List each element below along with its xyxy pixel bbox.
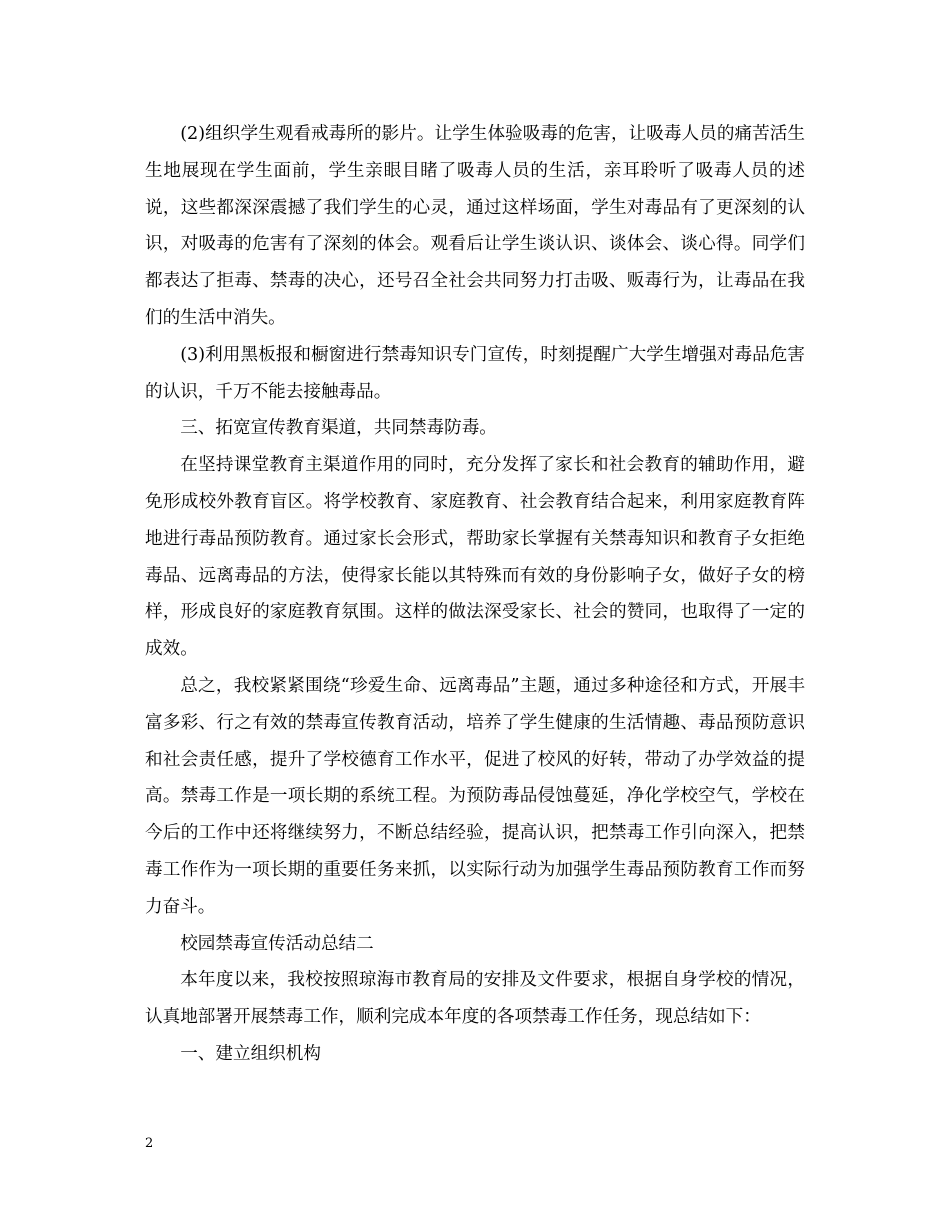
paragraph-item-2-film: (2)组织学生观看戒毒所的影片。让学生体验吸毒的危害，让吸毒人员的痛苦活生生地展现在学生面前，学生亲眼目睹了吸毒人员的生活，亲耳聆听了吸毒人员的述说，这些都深深震撼了我们学生的心灵，通过这样场面，学生对毒品有了更深刻的认识，对吸毒的危害有了深刻的体会。观看后让学生谈认识、谈体会、谈心得。同学们都表达了拒毒、禁毒的决心，还号召全社会共同努力打击吸、贩毒行为，让毒品在我们的生活中消失。 — [145, 124, 805, 328]
section-heading-one: 一、建立组织机构 — [180, 1043, 321, 1064]
subtitle-summary-two: 校园禁毒宣传活动总结二 — [180, 933, 374, 954]
paragraph-summary-intro: 本年度以来，我校按照琼海市教育局的安排及文件要求，根据自身学校的情况，认真地部署开展禁毒工作，顺利完成本年度的各项禁毒工作任务，现总结如下： — [145, 970, 805, 1028]
document-body — [145, 116, 805, 1073]
section-heading-three: 三、拓宽宣传教育渠道，共同禁毒防毒。 — [180, 418, 497, 439]
paragraph-family-social-education: 在坚持课堂教育主渠道作用的同时，充分发挥了家长和社会教育的辅助作用，避免形成校外教育盲区。将学校教育、家庭教育、社会教育结合起来，利用家庭教育阵地进行毒品预防教育。通过家长会形式，帮助家长掌握有关禁毒知识和教育子女拒绝毒品、远离毒品的方法，使得家长能以其特殊而有效的身份影响子女，做好子女的榜样，形成良好的家庭教育氛围。这样的做法深受家长、社会的赞同，也取得了一定的成效。 — [145, 455, 805, 660]
page-number: 2 — [145, 1136, 154, 1151]
paragraph-conclusion: 总之，我校紧紧围绕“珍爱生命、远离毒品”主题，通过多种途径和方式，开展丰富多彩、行之有效的禁毒宣传教育活动，培养了学生健康的生活情趣、毒品预防意识和社会责任感，提升了学校德育工作水平，促进了校风的好转，带动了办学效益的提高。禁毒工作是一项长期的系统工程。为预防毒品侵蚀蔓延，净化学校空气，学校在今后的工作中还将继续努力，不断总结经验，提高认识，把禁毒工作引向深入，把禁毒工作作为一项长期的重要任务来抓，以实际行动为加强学生毒品预防教育工作而努力奋斗。 — [145, 675, 805, 917]
paragraph-item-3-blackboard: (3)利用黑板报和橱窗进行禁毒知识专门宣传，时刻提醒广大学生增强对毒品危害的认识，千万不能去接触毒品。 — [145, 344, 805, 402]
